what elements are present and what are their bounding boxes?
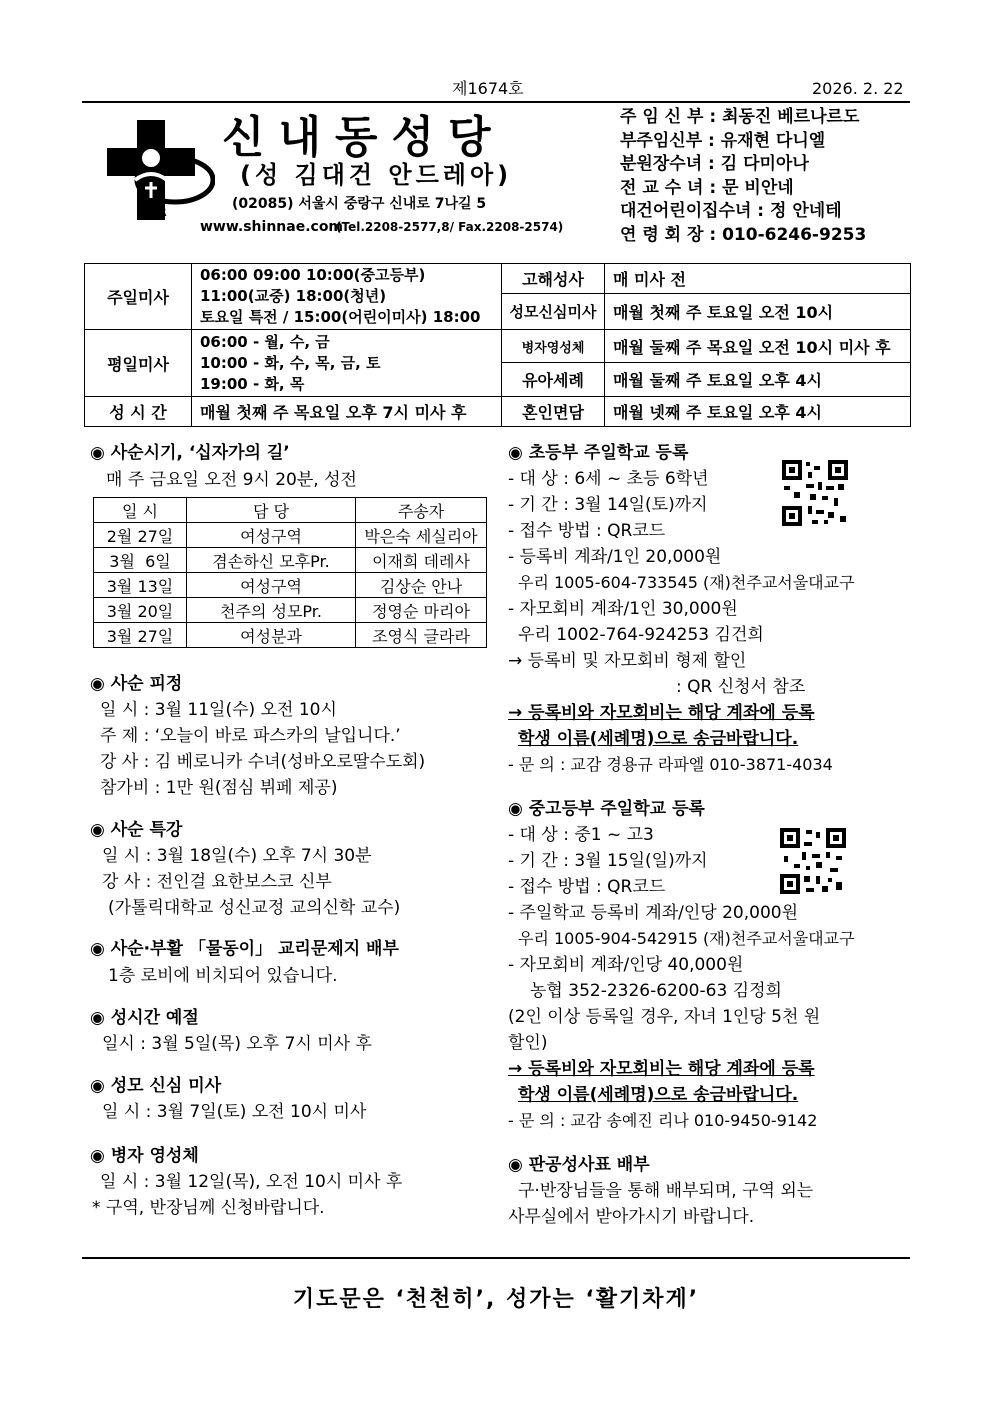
holy-hour-details: 일시 : 3월 5일(목) 오후 7시 미사 후: [102, 1034, 372, 1054]
marian-mass-value: 매월 첫째 주 토요일 오전 10시: [605, 294, 911, 330]
staff-item: 부주임신부 : 유재현 다니엘: [620, 130, 826, 151]
lecture-details: 일 시 : 3월 18일(수) 오후 7시 30분 강 사 : 전인걸 요한보스코 신부 (가톨릭대학교 성신교정 교의신학 교수): [102, 846, 401, 918]
confession-value: 매 미사 전: [605, 264, 911, 294]
svg-text:JR: JR: [155, 205, 167, 219]
sick-communion-label: 병자영성체: [502, 330, 605, 363]
middle-school-details: - 대 상 : 중1 ~ 고3 - 기 간 : 3월 15일(일)까지 - 접수 방법 : QR코드 - 주일학교 등록비 계좌/인당 20,000원 우리 1005-904-542915 (재)천주교서울대교구 - 자모회비 계좌/인당 40,000원 농협 352-2326-6200-63 김정희 (2인 이상 등록일 경우, 자녀 1인당 5천 원 할인) → 등록비와 자모회비는 해당 계좌에 등록 학생 이름(세례명)으로 송금바랍니다. - 문 의 : 교감 송예진 리나 010-9450-9142: [508, 822, 855, 1134]
sunday-mass-label: 주일미사: [85, 264, 192, 330]
holy-hour-title: ◉ 성시간 예절: [90, 1008, 199, 1028]
booklet-details: 1층 로비에 비치되어 있습니다.: [108, 966, 338, 986]
church-logo: [105, 118, 215, 228]
table-row: 2월 27일 여성구역 박은숙 세실리아: [94, 523, 487, 548]
holy-hour-label: 성 시 간: [85, 397, 192, 427]
table-row: 3월 27일 여성분과 조영식 글라라: [94, 623, 487, 648]
issue-number: 제1674호: [452, 79, 524, 98]
weekday-mass-label: 평일미사: [85, 330, 192, 397]
table-header: 담 당: [187, 498, 356, 523]
church-name: 신내동성당: [222, 112, 505, 163]
marian-mass-details: 일 시 : 3월 7일(토) 오전 10시 미사: [102, 1102, 367, 1122]
sick-communion-value: 매월 둘째 주 목요일 오전 10시 미사 후: [605, 330, 911, 363]
elementary-notice: → 등록비와 자모회비는 해당 계좌에 등록: [508, 703, 815, 723]
staff-list: [620, 106, 866, 247]
staff-item: 대건어린이집수녀 : 정 안네테: [620, 201, 842, 221]
booklet-title: ◉ 사순·부활 「물동이」 교리문제지 배부: [90, 939, 399, 959]
middle-school-title: ◉ 중고등부 주일학교 등록: [508, 799, 705, 819]
mass-schedule-table: [84, 263, 911, 427]
table-row: 3월 20일 천주의 성모Pr. 정영순 마리아: [94, 598, 487, 623]
holy-hour-value: 매월 첫째 주 목요일 오후 7시 미사 후: [192, 397, 502, 427]
way-of-cross-table: [93, 497, 487, 648]
staff-item: 분원장수녀 : 김 다미아나: [620, 154, 809, 174]
census-title: ◉ 판공성사표 배부: [508, 1155, 650, 1175]
elementary-contact: - 문 의 : 교감 경용규 라파엘 010-3871-4034: [508, 755, 833, 774]
staff-item: 연 령 회 장 : 010-6246-9253: [620, 224, 867, 245]
table-row: 3월 6일 겸손하신 모후Pr. 이재희 데레사: [94, 548, 487, 573]
table-header: 주송자: [356, 498, 487, 523]
weekday-mass-times: 06:00 - 월, 수, 금 10:00 - 화, 수, 목, 금, 토 19:00 - 화, 목: [192, 330, 502, 397]
sunday-mass-times: 06:00 09:00 10:00(중고등부) 11:00(교중) 18:00(청년) 토요일 특전 / 15:00(어린이미사) 18:00: [192, 264, 502, 330]
retreat-details: 일 시 : 3월 11일(수) 오전 10시 주 제 : ‘오늘이 바로 파스카의 날입니다.’ 강 사 : 김 베로니카 수녀(성바오로딸수도회) 참가비 : 1만 원(점심 뷔페 제공): [100, 700, 426, 798]
staff-item: 전 교 수 녀 : 문 비안네: [620, 177, 794, 198]
elementary-title: ◉ 초등부 주일학교 등록: [508, 443, 689, 463]
marriage-value: 매월 넷째 주 토요일 오후 4시: [605, 397, 911, 427]
middle-school-notice: → 등록비와 자모회비는 해당 계좌에 등록: [508, 1059, 815, 1079]
table-header: 일 시: [94, 498, 187, 523]
confession-label: 고해성사: [502, 264, 605, 294]
way-of-cross-subtitle: 매 주 금요일 오전 9시 20분, 성전: [106, 470, 357, 490]
middle-school-contact: - 문 의 : 교감 송예진 리나 010-9450-9142: [508, 1111, 818, 1130]
church-address: (02085) 서울시 중랑구 신내로 7나길 5: [232, 196, 487, 212]
table-row: 3월 13일 여성구역 김상순 안나: [94, 573, 487, 598]
marriage-label: 혼인면담: [502, 397, 605, 427]
church-website: www.shinnae.com: [200, 219, 344, 235]
header-rule: [82, 101, 910, 103]
lecture-title: ◉ 사순 특강: [90, 820, 183, 840]
sick-communion-title: ◉ 병자 영성체: [90, 1146, 199, 1166]
footer-rule: [82, 1257, 910, 1259]
church-contact: (Tel.2208-2577,8/ Fax.2208-2574): [336, 220, 564, 234]
sick-communion-details: 일 시 : 3월 12일(목), 오전 10시 미사 후 * 구역, 반장님께 신청바랍니다.: [92, 1172, 403, 1218]
staff-item: 주 임 신 부 : 최동진 베르나르도: [620, 107, 860, 127]
infant-baptism-value: 매월 둘째 주 토요일 오후 4시: [605, 363, 911, 397]
footer-slogan: 기도문은 ‘천천히’, 성가는 ‘활기차게’: [292, 1287, 700, 1312]
infant-baptism-label: 유아세례: [502, 363, 605, 397]
way-of-cross-title: ◉ 사순시기, ‘십자가의 길’: [90, 443, 290, 463]
census-details: 구·반장님들을 통해 배부되며, 구역 외는 사무실에서 받아가시기 바랍니다.: [508, 1181, 814, 1227]
elementary-details: - 대 상 : 6세 ~ 초등 6학년 - 기 간 : 3월 14일(토)까지 - 접수 방법 : QR코드 - 등록비 계좌/1인 20,000원 우리 1005-604-733545 (재)천주교서울대교구 - 자모회비 계좌/1인 30,000원 우리 1002-764-924253 김건희 → 등록비 및 자모회비 형제 할인 : QR 신청서 참조 → 등록비와 자모회비는 해당 계좌에 등록 학생 이름(세례명)으로 송금바랍니다. - 문 의 : 교감 경용규 라파엘 010-3871-4034: [508, 466, 855, 778]
retreat-title: ◉ 사순 피정: [90, 674, 183, 694]
marian-mass-title: ◉ 성모 신심 미사: [90, 1076, 222, 1096]
issue-date: 2026. 2. 22: [812, 79, 904, 98]
church-patron: (성 김대건 안드레아): [240, 161, 513, 189]
marian-mass-label: 성모신심미사: [502, 294, 605, 330]
